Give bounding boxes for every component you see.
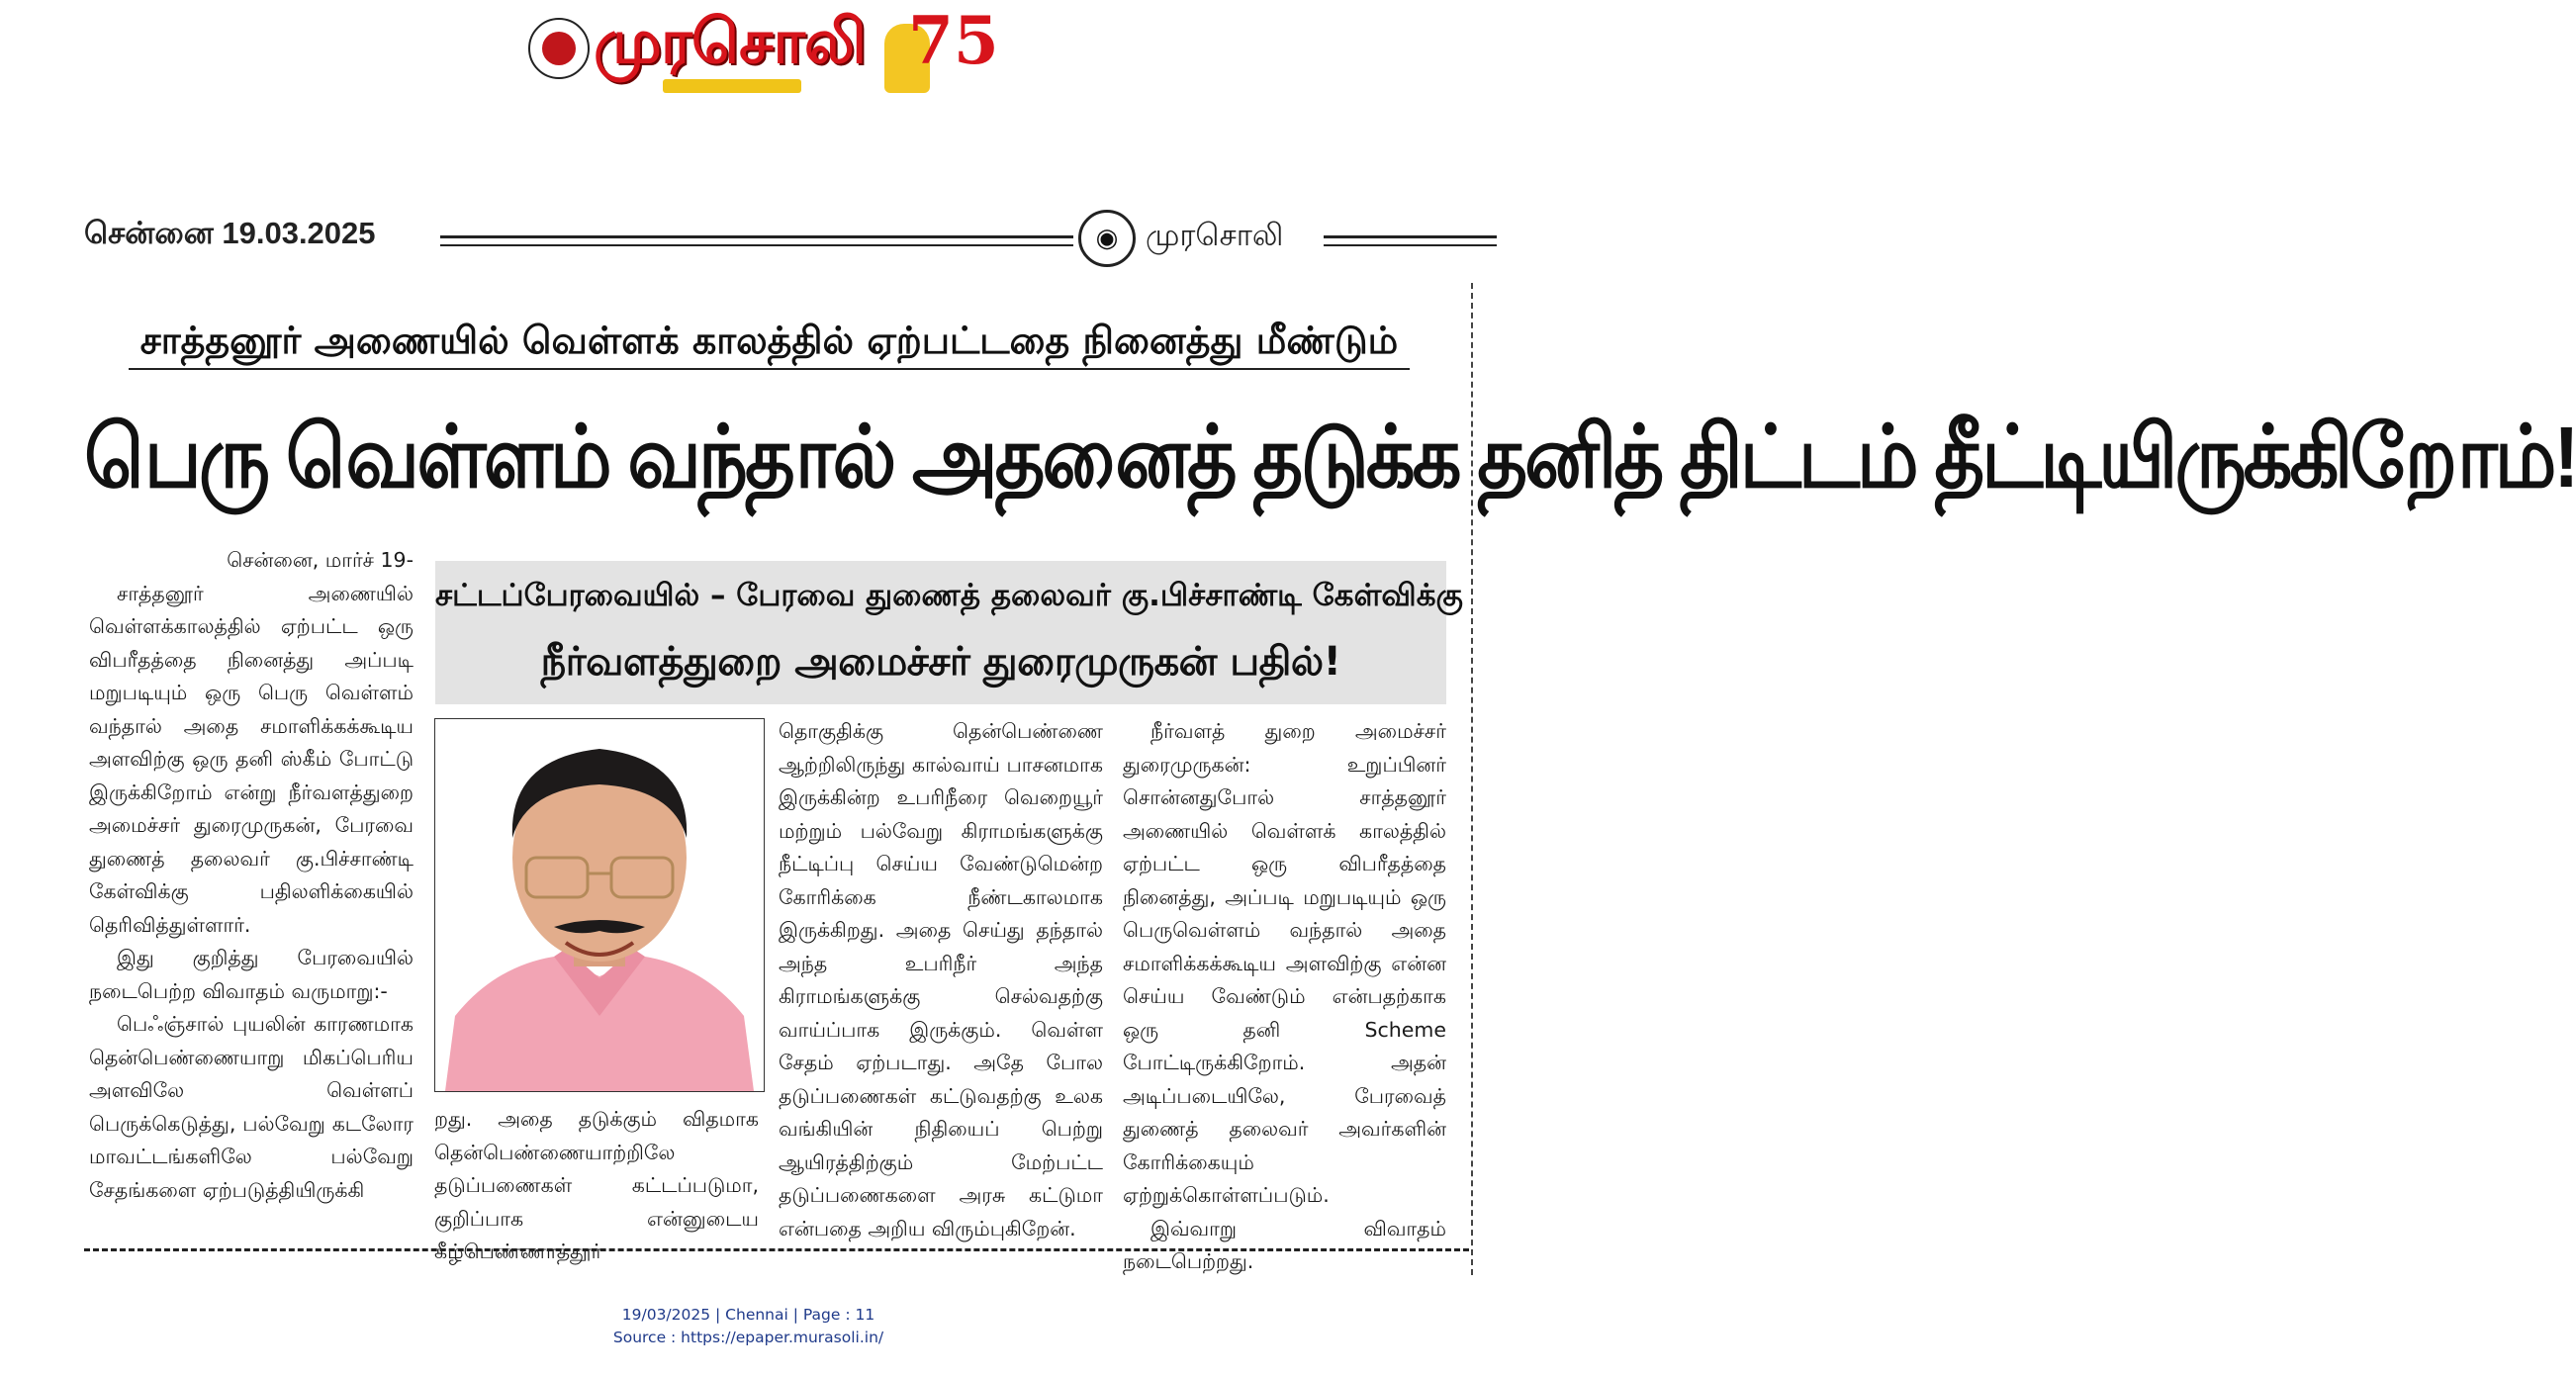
article-paragraph: பெஃஞ்சால் புயலின் காரணமாக தென்பெண்ணையாறு மிகப்பெரிய அளவிலே வெள்ளப் பெருக்கெடுத்து, பல்வேறு கடலோர மாவட்டங்களிலே பல்வேறு சேதங்களை ஏற்படுத்தியிருக்கி: [89, 1012, 414, 1202]
paper-name: முரசொலி: [1146, 218, 1284, 252]
article-paragraph: இது குறித்து பேரவையில் நடைபெற்ற விவாதம் வருமாறு:-: [89, 946, 414, 1003]
masthead-logo: முரசொலி: [594, 5, 866, 77]
minister-photo: [434, 718, 765, 1092]
article-paragraph: றது. அதை தடுக்கும் விதமாக தென்பெண்ணையாற்றிலே தடுப்பணைகள் கட்டப்படுமா, குறிப்பாக என்னுடைய கீழ்பெண்ணாத்தூர்: [434, 1107, 759, 1263]
masthead-subline: [663, 79, 801, 93]
page-footer-info: 19/03/2025 | Chennai | Page : 11: [621, 1306, 875, 1324]
article-dateline: சென்னை, மார்ச் 19-: [227, 548, 414, 572]
masthead: [524, 0, 999, 104]
page-footer-source: Source : https://epaper.murasoli.in/: [612, 1329, 884, 1346]
kicker-underline: [129, 368, 1410, 370]
page-dateline: சென்னை 19.03.2025: [84, 216, 376, 250]
column-separator: [1471, 283, 1473, 1275]
article-column-4: [1123, 715, 1446, 1279]
subhead-box: [435, 561, 1463, 704]
article-bottom-rule: [84, 1248, 1469, 1251]
party-emblem-icon: [528, 18, 590, 79]
article-paragraph: சாத்தனூர் அணையில் வெள்ளக்காலத்தில் ஏற்பட்ட ஒரு விபரீதத்தை நினைத்து அப்படி மறுபடியும் ஒரு பெரு வெள்ளம் வந்தால் அதை சமாளிக்கக்கூடிய அளவிற்கு ஒரு தனி ஸ்கீம் போட்டு இருக்கிறோம் என்று நீர்வளத்துறை அமைச்சர் துரைமுருகன், பேரவை துணைத் தலைவர் கு.பிச்சாண்டி கேள்விக்கு பதிலளிக்கையில் தெரிவித்துள்ளார்.: [89, 581, 414, 937]
article-column-3: [779, 715, 1103, 1245]
article-paragraph: தொகுதிக்கு தென்பெண்ணை ஆற்றிலிருந்து கால்வாய் பாசனமாக இருக்கின்ற உபரிநீரை வெறையூர் மற்றும் பல்வேறு கிராமங்களுக்கு நீட்டிப்பு செய்ய வேண்டுமென்ற கோரிக்கை நீண்டகாலமாக இருக்கிறது. அதை செய்து தந்தால் அந்த உபரிநீர் அந்த கிராமங்களுக்கு செல்வதற்கு வாய்ப்பாக இருக்கும். வெள்ள சேதம் ஏற்படாது. அதே போல தடுப்பணைகள் கட்டுவதற்கு உலக வங்கியின் நிதியைப் பெற்று ஆயிரத்திற்கும் மேற்பட்ட தடுப்பணைகளை அரசு கட்டுமா என்பதை அறிய விரும்புகிறேன்.: [779, 719, 1103, 1240]
dateline-rule-left: [440, 235, 1073, 246]
subhead-line-1: சட்டப்பேரவையில் – பேரவை துணைத் தலைவர் கு.பிச்சாண்டி கேள்விக்கு: [435, 578, 1463, 613]
main-headline: பெரு வெள்ளம் வந்தால் அதனைத் தடுக்க தனித் திட்டம் தீட்டியிருக்கிறோம்!: [84, 408, 2576, 505]
subhead-line-2: நீர்வளத்துறை அமைச்சர் துரைமுருகன் பதில்!: [540, 639, 1341, 685]
bull-emblem-icon: ◉: [1078, 210, 1136, 267]
article-paragraph: நீர்வளத் துறை அமைச்சர் துரைமுருகன்: உறுப்பினர் சொன்னதுபோல் சாத்தனூர் அணையில் வெள்ளக் காலத்தில் ஏற்பட்ட ஒரு விபரீதத்தை நினைத்து, அப்படி மறுபடியும் ஒரு பெருவெள்ளம் வந்தால் அதை சமாளிக்கக்கூடிய அளவிற்கு என்ன செய்ய வேண்டும் என்பதற்காக ஒரு தனி Scheme போட்டிருக்கிறோம். அதன் அடிப்படையிலே, பேரவைத் துணைத் தலைவர் அவர்களின் கோரிக்கையும் ஏற்றுக்கொள்ளப்படும்.: [1123, 719, 1446, 1207]
anniversary-logo: 75: [880, 4, 971, 95]
kicker-headline: சாத்தனூர் அணையில் வெள்ளக் காலத்தில் ஏற்பட்டதை நினைத்து மீண்டும்: [139, 319, 1399, 362]
dateline-rule-right: [1324, 235, 1497, 246]
article-paragraph: இவ்வாறு விவாதம் நடைபெற்றது.: [1123, 1216, 1446, 1273]
article-column-2: [434, 1103, 759, 1269]
article-column-1: [89, 544, 414, 1207]
